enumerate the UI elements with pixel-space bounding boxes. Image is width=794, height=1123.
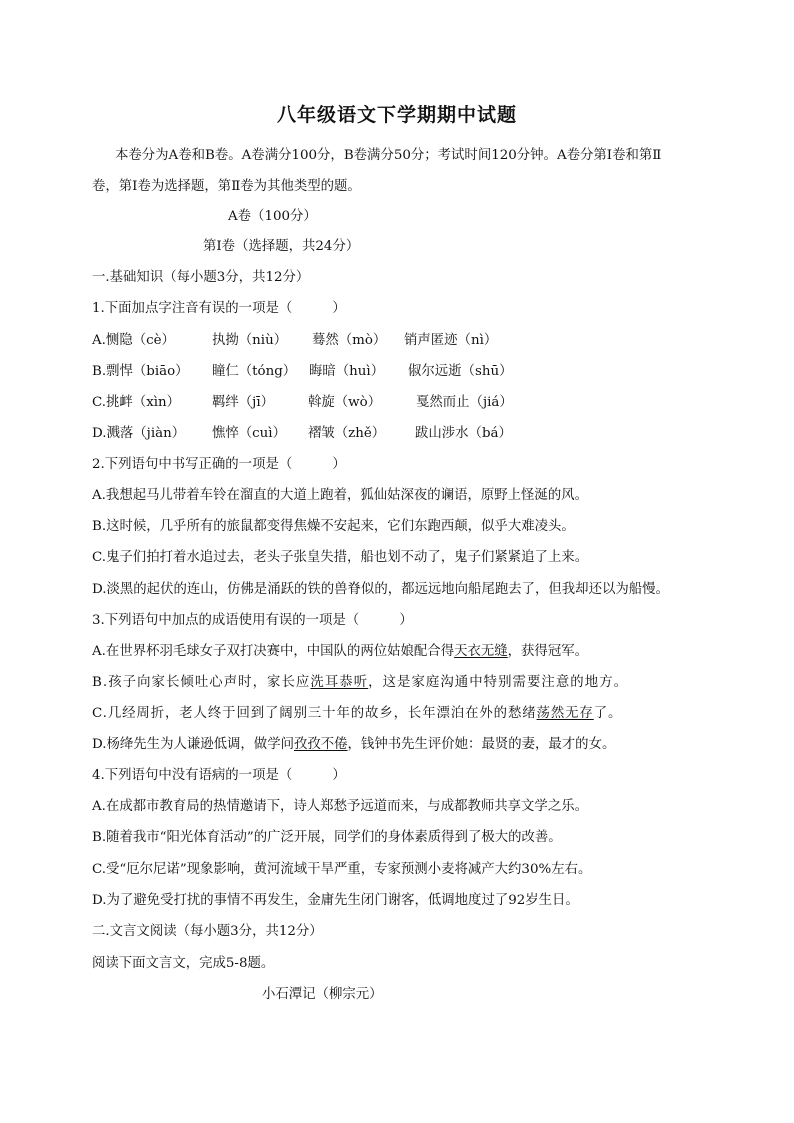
intro-line-2: 卷，第Ⅰ卷为选择题，第Ⅱ卷为其他类型的题。: [92, 179, 361, 194]
underlined-idiom: 荡然无存: [536, 706, 594, 721]
question-3-option-a: [92, 643, 588, 661]
underlined-idiom: 天衣无缝: [454, 644, 508, 659]
option-label: D.溅落（jiàn）: [92, 426, 186, 441]
question-1-stem: 1.下面加点字注音有误的一项是（ ）: [92, 301, 346, 316]
question-3-option-c: [92, 705, 622, 723]
section-2-heading: 二.文言文阅读（每小题3分，共12分）: [92, 924, 323, 939]
question-1-option-a: [92, 332, 497, 350]
question-1-option-c: [92, 394, 513, 412]
question-4-option-c: C.受“厄尔尼诺”现象影响，黄河流域干旱严重，专家预测小麦将减产大约30%左右。: [92, 862, 592, 877]
underlined-idiom: 洗耳恭听: [310, 675, 369, 690]
section-2-instruction: 阅读下面文言文，完成5-8题。: [92, 956, 275, 971]
question-1-option-d: [92, 425, 512, 443]
question-3-option-b: [92, 674, 628, 692]
exam-title: 八年级语文下学期期中试题: [276, 104, 517, 126]
option-item: 执拗（niù）: [212, 333, 288, 348]
option-item: 跋山涉水（bá）: [415, 426, 512, 441]
text-segment: A.在世界杯羽毛球女子双打决赛中，中国队的两位姑娘配合得: [92, 644, 455, 659]
text-segment: 了。: [593, 706, 623, 721]
question-2-option-c: C.鬼子们拍打着水追过去，老头子张皇失措，船也划不动了，鬼子们紧紧追了上来。: [92, 550, 589, 565]
option-item: 销声匿迹（nì）: [404, 333, 498, 348]
question-2-option-d: D.淡黑的起伏的连山，仿佛是涌跃的铁的兽脊似的，都远远地向船尾跑去了，但我却还以为船慢。: [92, 582, 669, 597]
option-item: 瞳仁（tóng）: [212, 364, 297, 379]
question-1-option-b: [92, 363, 512, 381]
option-label: C.挑衅（xìn）: [92, 395, 181, 410]
option-item: 羁绊（jī）: [212, 395, 274, 410]
option-item: 俶尔远逝（shū）: [408, 364, 513, 379]
text-segment: ，这是家庭沟通中特别需要注意的地方。: [368, 675, 629, 690]
option-item: 褶皱（zhě）: [308, 426, 386, 441]
text-segment: ，获得冠军。: [507, 644, 588, 659]
section-1-heading: 一.基础知识（每小题3分，共12分）: [92, 270, 310, 285]
option-item: 戛然而止（jiá）: [416, 395, 513, 410]
question-3-stem: 3.下列语句中加点的成语使用有误的一项是（ ）: [92, 613, 413, 628]
text-segment: D.杨绛先生为人谦逊低调，做学问: [92, 737, 294, 752]
underlined-idiom: 孜孜不倦: [293, 737, 348, 752]
passage-title: 小石潭记（柳宗元）: [262, 987, 383, 1002]
option-item: 蓦然（mò）: [312, 333, 387, 348]
question-4-option-a: A.在成都市教育局的热情邀请下，诗人郑愁予远道而来，与成都教师共享文学之乐。: [92, 799, 588, 814]
part-a-heading: A卷（100分）: [228, 209, 317, 224]
option-item: 斡旋（wò）: [308, 395, 382, 410]
text-segment: ，钱钟书先生评价她：最贤的妻，最才的女。: [347, 737, 616, 752]
question-4-option-d: D.为了避免受打扰的事情不再发生，金庸先生闭门谢客，低调地度过了92岁生日。: [92, 893, 579, 908]
intro-line-1: 本卷分为A卷和B卷。A卷满分100分，B卷满分50分；考试时间120分钟。A卷分第Ⅰ卷和第Ⅱ: [115, 148, 662, 163]
text-segment: B.孩子向家长倾吐心声时，家长应: [92, 675, 311, 690]
question-4-stem: 4.下列语句中没有语病的一项是（ ）: [92, 768, 346, 783]
question-2-stem: 2.下列语句中书写正确的一项是（ ）: [92, 457, 346, 472]
option-label: B.剽悍（biāo）: [92, 364, 189, 379]
question-4-option-b: B.随着我市“阳光体育活动”的广泛开展，同学们的身体素质得到了极大的改善。: [92, 830, 562, 845]
question-2-option-a: A.我想起马儿带着车铃在溜直的大道上跑着，狐仙姑深夜的谰语，原野上怪涎的风。: [92, 488, 588, 503]
option-label: A.恻隐（cè）: [92, 333, 175, 348]
question-3-option-d: [92, 736, 615, 754]
text-segment: C.几经周折，老人终于回到了阔别三十年的故乡，长年漂泊在外的愁绪: [92, 706, 537, 721]
option-item: 憔悴（cuì）: [212, 426, 286, 441]
question-2-option-b: B.这时候，几乎所有的旅鼠都变得焦燥不安起来，它们东跑西颠，似乎大难凌头。: [92, 519, 575, 534]
volume-1-heading: 第Ⅰ卷（选择题，共24分）: [203, 239, 360, 254]
option-item: 晦暗（huì）: [309, 364, 385, 379]
